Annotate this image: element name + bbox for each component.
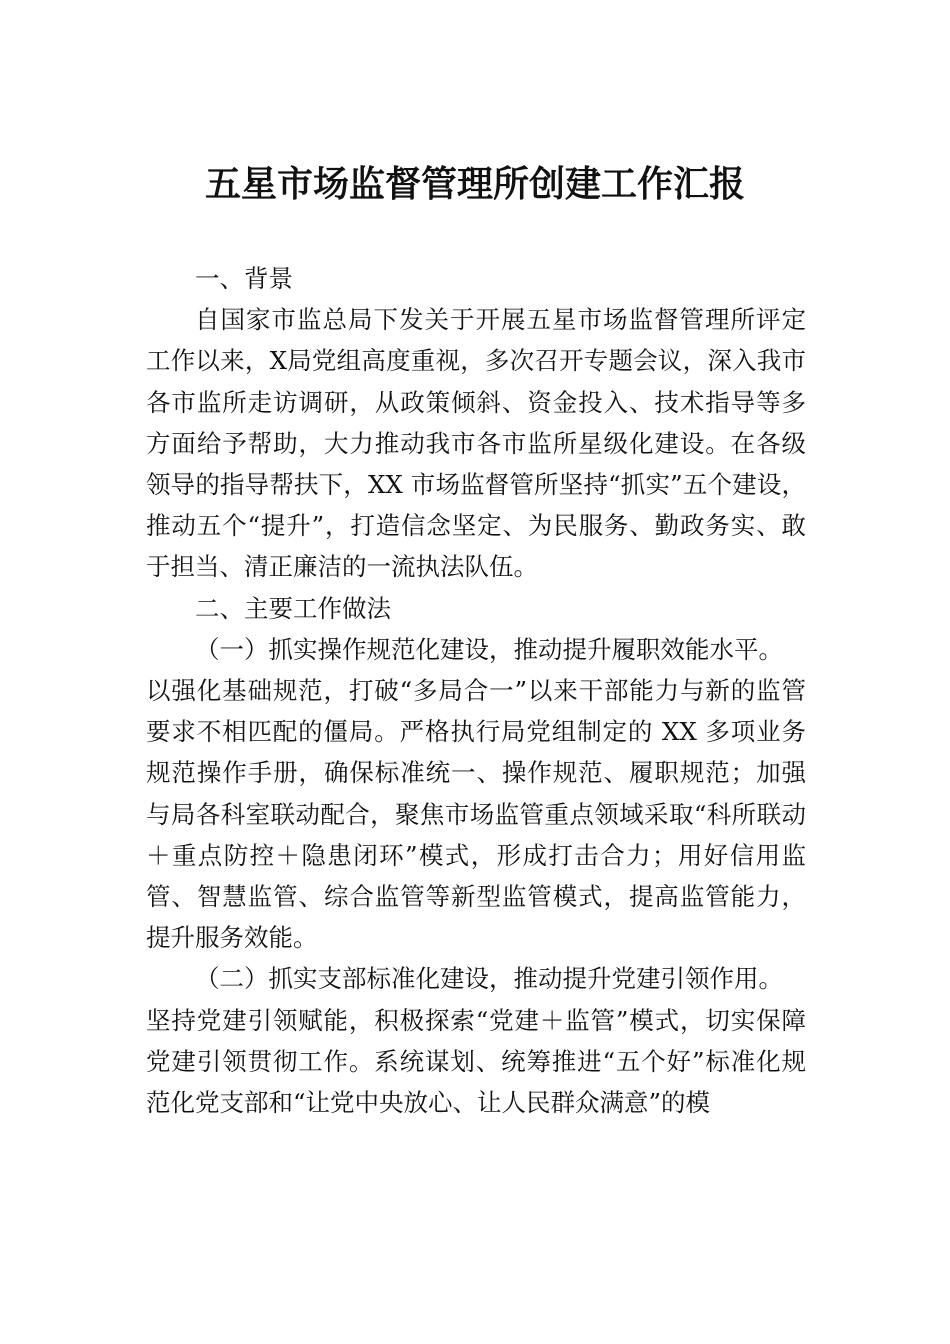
subsection-heading-1: （一）抓实操作规范化建设，推动提升履职效能水平。 (195, 634, 783, 664)
document-body (146, 258, 806, 1123)
subsection-heading-2: （二）抓实支部标准化建设，推动提升党建引领作用。 (195, 964, 783, 994)
section-heading-main-work: 二、主要工作做法 (195, 593, 391, 623)
section-heading-background: 一、背景 (195, 264, 293, 293)
subsection-body-2: 坚持党建引领赋能，积极探索“党建＋监管”模式，切实保障党建引领贯彻工作。系统谋划、统筹推进“五个好”标准化规范化党支部和“让党中央放心、让人民群众满意”的模 (146, 1005, 806, 1118)
document-title: 五星市场监督管理所创建工作汇报 (204, 163, 745, 205)
background-paragraph: 自国家市监总局下发关于开展五星市场监督管理所评定工作以来，X局党组高度重视，多次召开专题会议，深入我市各市监所走访调研，从政策倾斜、资金投入、技术指导等多方面给予帮助，大力推动我市各市监所星级化建设。在各级领导的指导帮扶下，XX 市场监督管所坚持“抓实”五个建设，推动五个“提升”，打造信念坚定、为民服务、勤政务实、敢于担当、清正廉洁的一流执法队伍。 (146, 305, 806, 582)
subsection-body-1: 以强化基础规范，打破“多局合一”以来干部能力与新的监管要求不相匹配的僵局。严格执行局党组制定的 XX 多项业务规范操作手册，确保标准统一、操作规范、履职规范；加强与局各科室联动配合，聚焦市场监管重点领域采取“科所联动＋重点防控＋隐患闭环”模式，形成打击合力；用好信用监管、智慧监管、综合监管等新型监管模式，提高监管能力，提升服务效能。 (146, 676, 806, 953)
